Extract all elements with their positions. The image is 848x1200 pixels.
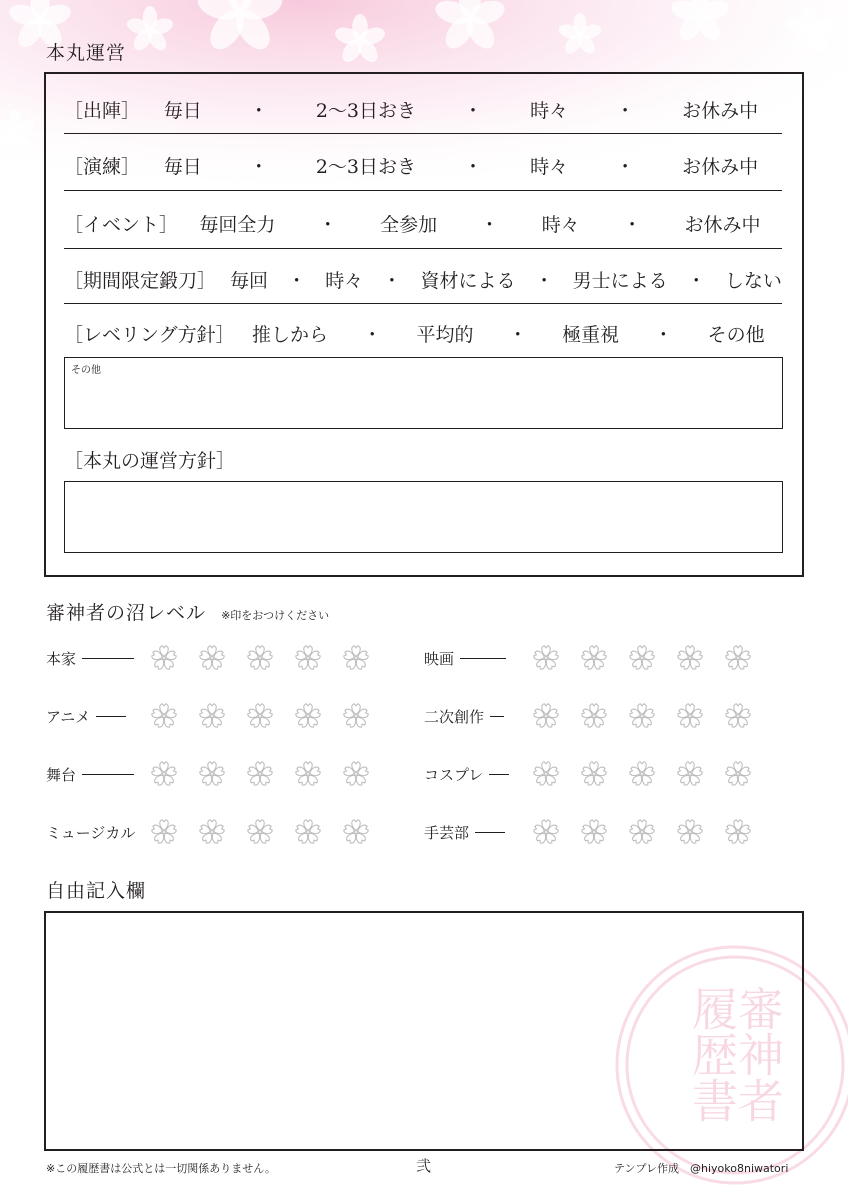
stamp-lettering: 審神者履歴書 — [685, 985, 785, 1123]
separator: ・ — [382, 269, 402, 292]
level-category: 舞台 — [46, 766, 77, 784]
rating-anime — [150, 702, 390, 730]
level-category: 二次創作 — [424, 708, 485, 726]
rating-crafts — [532, 818, 772, 846]
sakura-rating-icon[interactable] — [580, 702, 608, 730]
option[interactable]: 毎日 — [163, 155, 202, 178]
footer-credit: テンプレ作成 @hiyoko8niwatori — [614, 1162, 789, 1175]
option[interactable]: 2～3日おき — [315, 155, 417, 178]
sakura-rating-icon[interactable] — [676, 702, 704, 730]
level-category: ミュージカル — [46, 824, 136, 842]
separator: ・ — [463, 155, 483, 178]
separator: ・ — [615, 99, 635, 122]
row-label: ［レベリング方針］ — [64, 323, 235, 346]
level-label-anime — [46, 706, 126, 727]
row-label: ［イベント］ — [64, 213, 179, 236]
sakura-rating-icon[interactable] — [724, 818, 752, 846]
sakura-rating-icon[interactable] — [628, 644, 656, 672]
level-category: 本家 — [46, 650, 77, 668]
level-category: コスプレ — [424, 766, 484, 784]
option[interactable]: 毎回 — [230, 269, 269, 292]
level-label-crafts — [424, 822, 505, 843]
separator: ・ — [362, 323, 382, 346]
sakura-rating-icon[interactable] — [532, 702, 560, 730]
sakura-rating-icon[interactable] — [532, 818, 560, 846]
separator: ・ — [249, 155, 269, 178]
sakura-rating-icon[interactable] — [246, 644, 274, 672]
sakura-rating-icon[interactable] — [676, 644, 704, 672]
rating-musical — [150, 818, 390, 846]
rating-original — [150, 644, 390, 672]
option[interactable]: 全参加 — [380, 213, 438, 236]
option[interactable]: 時々 — [325, 269, 364, 292]
option[interactable]: お休み中 — [682, 155, 759, 178]
option[interactable]: 推しから — [252, 323, 329, 346]
separator: ・ — [463, 99, 483, 122]
footer-disclaimer: ※この履歴書は公式とは一切関係ありません。 — [46, 1162, 276, 1175]
separator: ・ — [622, 213, 642, 236]
sakura-rating-icon[interactable] — [724, 702, 752, 730]
option[interactable]: お休み中 — [684, 213, 761, 236]
sakura-rating-icon[interactable] — [342, 644, 370, 672]
level-label-cosplay — [424, 764, 509, 785]
sakura-rating-icon[interactable] — [580, 818, 608, 846]
level-note: ※印をおつけください — [221, 609, 330, 622]
option[interactable]: 資材による — [420, 269, 516, 292]
option[interactable]: お休み中 — [682, 99, 759, 122]
sakura-rating-icon[interactable] — [342, 702, 370, 730]
sakura-rating-icon[interactable] — [676, 760, 704, 788]
sakura-rating-icon[interactable] — [532, 644, 560, 672]
option[interactable]: 男士による — [572, 269, 668, 292]
row-label: ［期間限定鍛刀］ — [64, 269, 217, 292]
sakura-rating-icon[interactable] — [198, 702, 226, 730]
sakura-rating-icon[interactable] — [342, 760, 370, 788]
sakura-rating-icon[interactable] — [294, 818, 322, 846]
sakura-rating-icon[interactable] — [198, 644, 226, 672]
sakura-rating-icon[interactable] — [246, 702, 274, 730]
sakura-rating-icon[interactable] — [676, 818, 704, 846]
rating-movie — [532, 644, 772, 672]
level-title: 審神者の沼レベル — [46, 602, 207, 624]
sakura-rating-icon[interactable] — [150, 818, 178, 846]
sakura-rating-icon[interactable] — [724, 760, 752, 788]
level-category: アニメ — [46, 708, 91, 726]
other-field-label: その他 — [71, 365, 101, 376]
sakura-rating-icon[interactable] — [628, 818, 656, 846]
level-category: 映画 — [424, 650, 455, 668]
sakura-rating-icon[interactable] — [294, 644, 322, 672]
free-text-field[interactable] — [44, 911, 804, 1151]
management-box — [44, 72, 804, 577]
rating-fanwork — [532, 702, 772, 730]
option[interactable]: 毎日 — [163, 99, 202, 122]
sakura-rating-icon[interactable] — [150, 644, 178, 672]
rating-cosplay — [532, 760, 772, 788]
separator: ・ — [508, 323, 528, 346]
section-title-management: 本丸運営 — [46, 42, 127, 64]
sakura-rating-icon[interactable] — [246, 760, 274, 788]
policy-label: ［本丸の運営方針］ — [64, 450, 236, 472]
option[interactable]: 時々 — [530, 155, 569, 178]
section-title-level — [46, 598, 329, 625]
level-label-musical — [46, 822, 135, 843]
level-category: 手芸部 — [424, 824, 470, 842]
sakura-rating-icon[interactable] — [294, 702, 322, 730]
separator: ・ — [615, 155, 635, 178]
option[interactable]: 極重視 — [562, 323, 620, 346]
separator: ・ — [686, 269, 706, 292]
option[interactable]: 平均的 — [416, 323, 474, 346]
sakura-rating-icon[interactable] — [342, 818, 370, 846]
separator: ・ — [249, 99, 269, 122]
section-title-free: 自由記入欄 — [46, 880, 147, 902]
sakura-rating-icon[interactable] — [198, 818, 226, 846]
separator: ・ — [287, 269, 307, 292]
separator: ・ — [534, 269, 554, 292]
sakura-rating-icon[interactable] — [294, 760, 322, 788]
row-label: ［出陣］ — [64, 99, 141, 122]
level-label-stage — [46, 764, 134, 785]
sakura-rating-icon[interactable] — [150, 760, 178, 788]
page-number: 弐 — [416, 1157, 432, 1175]
separator: ・ — [653, 323, 673, 346]
row-label: ［演練］ — [64, 155, 141, 178]
option[interactable]: 毎回全力 — [199, 213, 276, 236]
sakura-rating-icon[interactable] — [150, 702, 178, 730]
sakura-rating-icon[interactable] — [580, 644, 608, 672]
level-label-movie — [424, 648, 506, 669]
sakura-rating-icon[interactable] — [724, 644, 752, 672]
level-label-fanwork — [424, 706, 504, 727]
option[interactable]: 時々 — [530, 99, 569, 122]
option[interactable]: 2～3日おき — [315, 99, 417, 122]
option[interactable]: しない — [724, 269, 782, 292]
sakura-rating-icon[interactable] — [198, 760, 226, 788]
sakura-rating-icon[interactable] — [532, 760, 560, 788]
option[interactable]: 時々 — [541, 213, 580, 236]
sakura-rating-icon[interactable] — [580, 760, 608, 788]
sakura-rating-icon[interactable] — [628, 702, 656, 730]
option[interactable]: その他 — [707, 323, 765, 346]
sakura-rating-icon[interactable] — [628, 760, 656, 788]
sakura-rating-icon[interactable] — [246, 818, 274, 846]
separator: ・ — [479, 213, 499, 236]
level-label-original — [46, 648, 134, 669]
rating-stage — [150, 760, 390, 788]
separator: ・ — [318, 213, 338, 236]
